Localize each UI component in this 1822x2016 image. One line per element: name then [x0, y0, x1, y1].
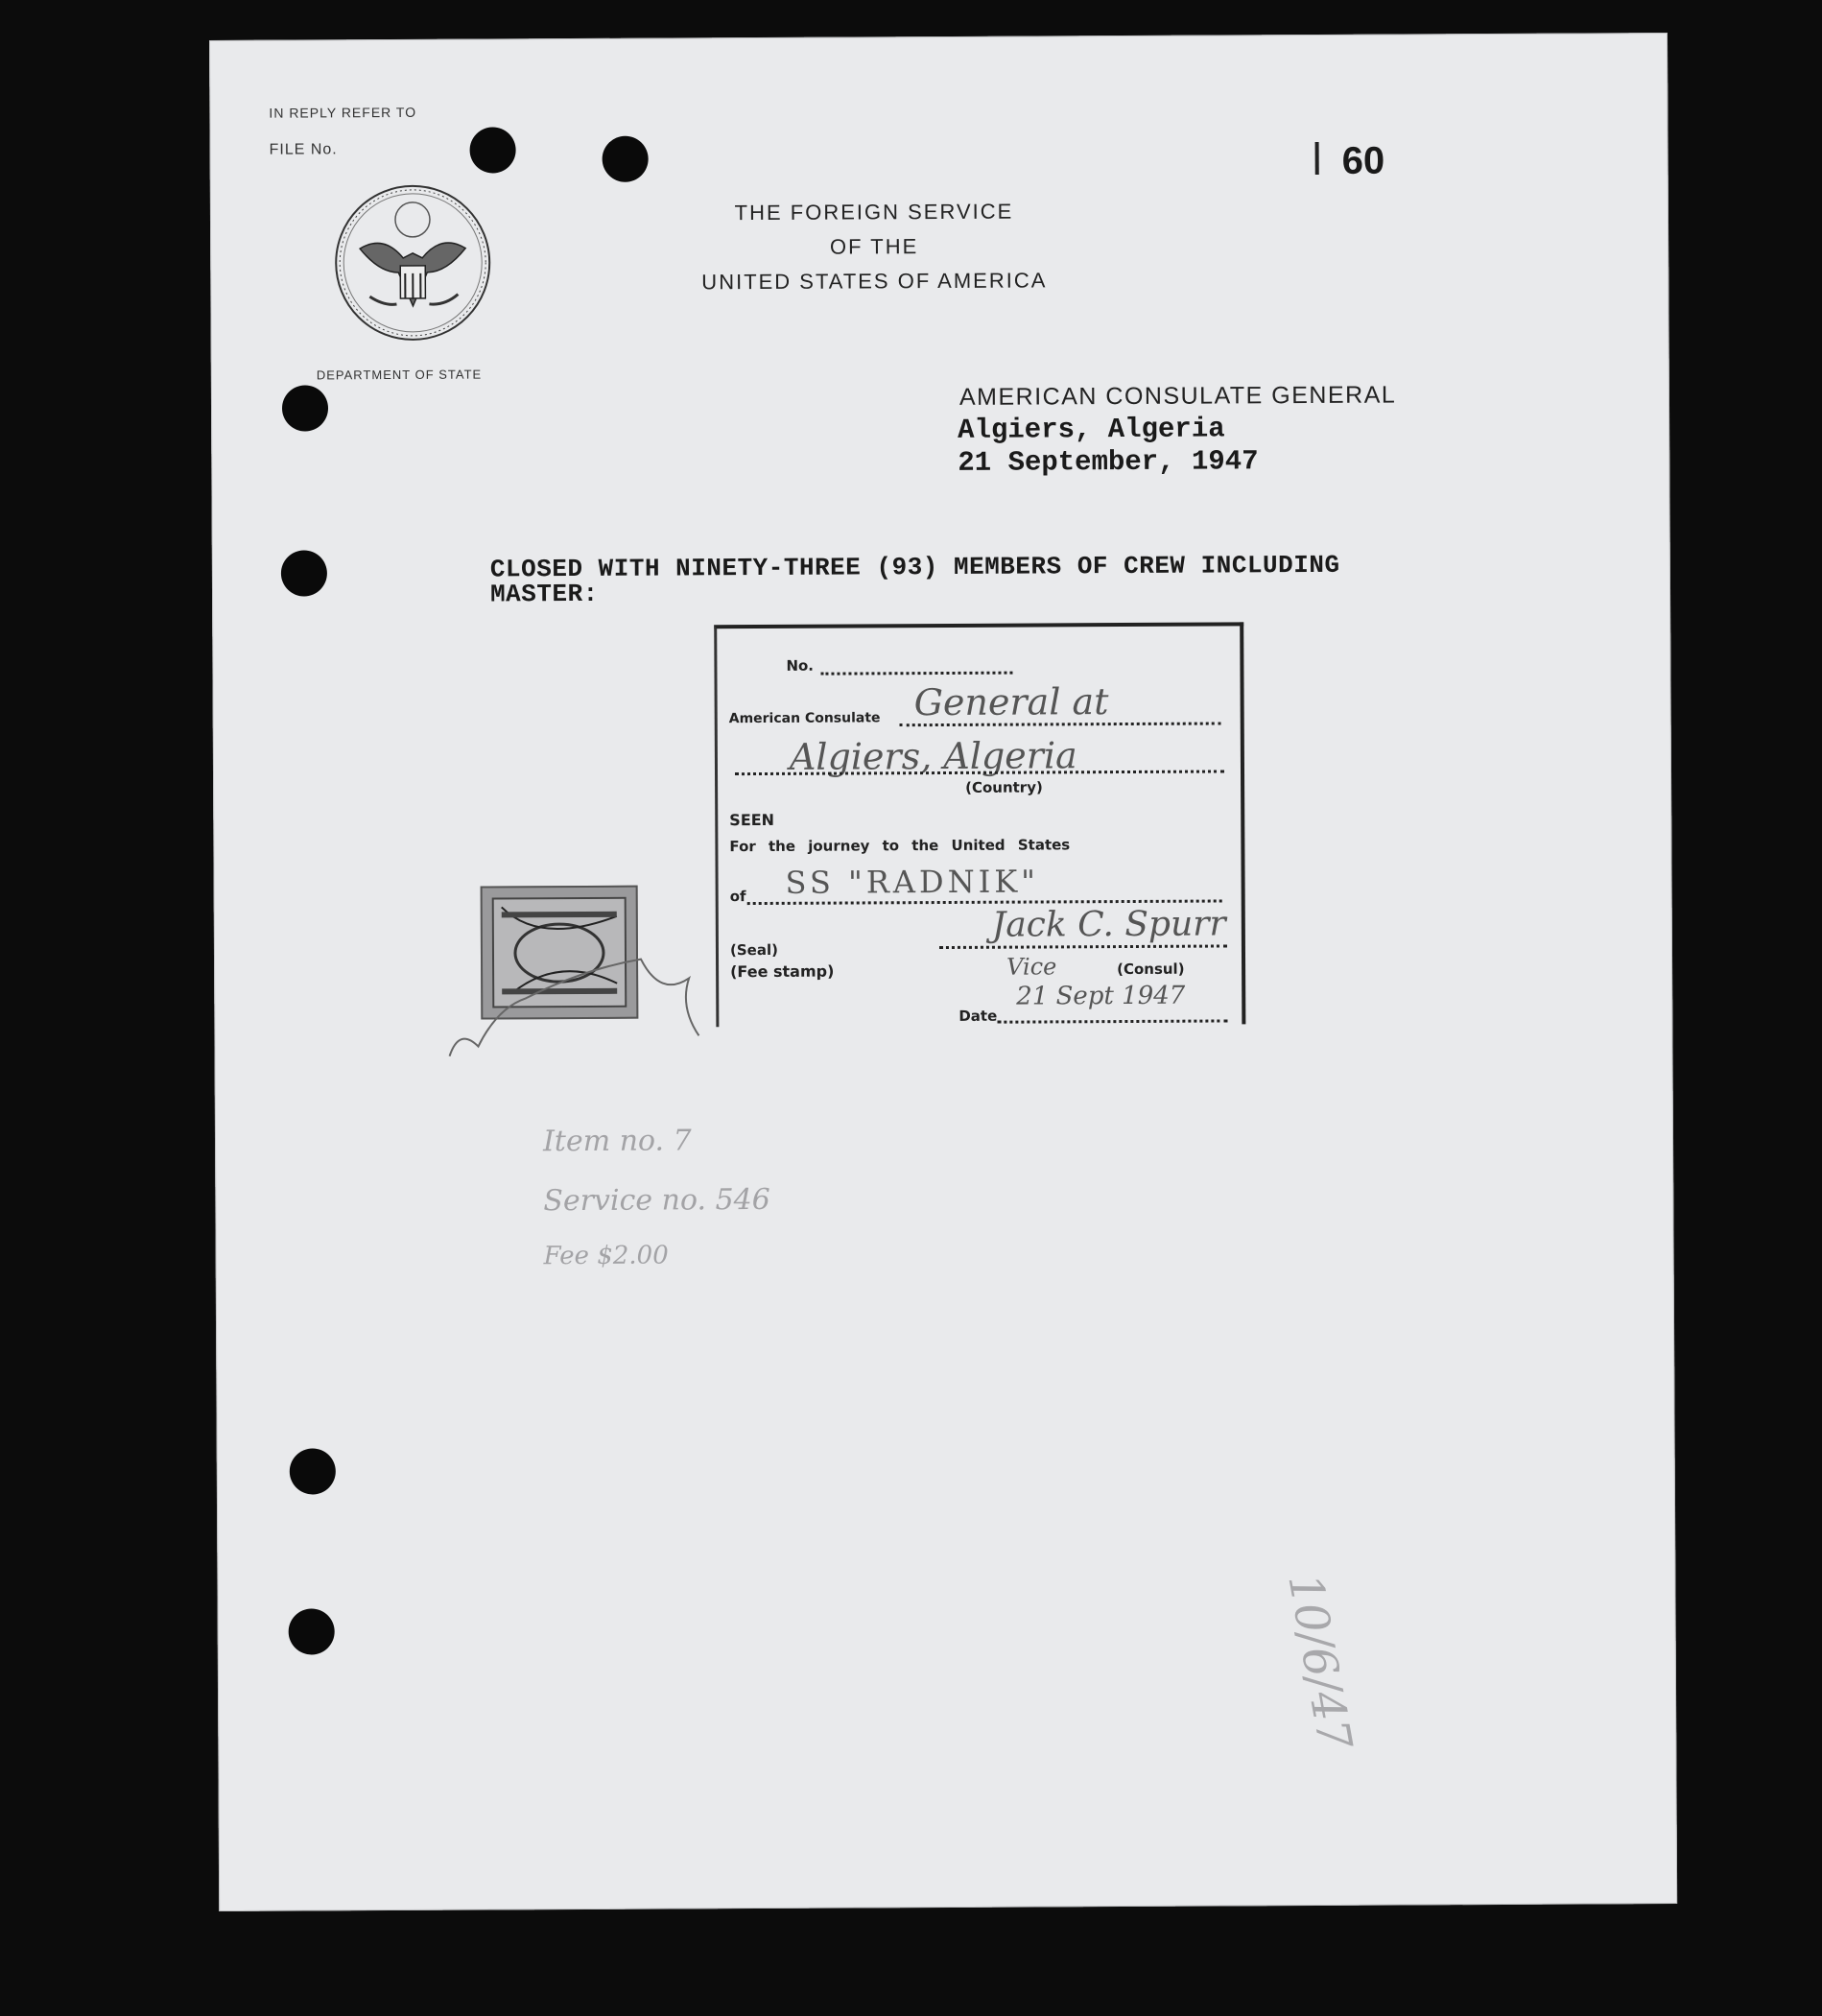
stamp-vessel-handwritten: SS "RADNIK" — [785, 863, 1039, 901]
consulate-name: AMERICAN CONSULATE GENERAL — [958, 381, 1397, 411]
stamp-no-label: No. — [786, 656, 815, 675]
punch-hole — [289, 1608, 335, 1654]
reply-refer-label: IN REPLY REFER TO — [269, 104, 417, 121]
stamp-title-handwritten: Vice — [1006, 953, 1057, 981]
punch-hole — [282, 385, 328, 431]
stamp-date-handwritten: 21 Sept 1947 — [1016, 981, 1186, 1011]
foreign-service-line: UNITED STATES OF AMERICA — [701, 268, 1048, 295]
stamp-consul-label: (Consul) — [1117, 960, 1185, 979]
stamp-journey-label: For the journey to the United States — [729, 836, 1071, 856]
punch-hole — [603, 136, 649, 182]
letter-date: 21 September, 1947 — [958, 445, 1259, 479]
stamp-dotted-line — [820, 672, 1012, 676]
pencil-note: Service no. 546 — [543, 1182, 770, 1219]
pencil-note: Fee $2.00 — [543, 1241, 669, 1271]
punch-hole — [290, 1448, 336, 1494]
consul-signature: Jack C. Spurr — [991, 904, 1226, 945]
page-number: 60 — [1341, 139, 1385, 182]
page-mark — [1315, 142, 1319, 175]
stamp-dotted-line — [900, 722, 1221, 726]
punch-hole — [469, 127, 515, 173]
stamp-country-label: (Country) — [965, 778, 1043, 796]
stamp-dotted-line — [939, 944, 1227, 949]
stamp-cancellation-scribble-icon — [439, 930, 728, 1066]
stamp-seal-label: (Seal) — [729, 940, 778, 960]
margin-pencil-date: 10/6/47 — [1277, 1569, 1362, 1754]
department-label: DEPARTMENT OF STATE — [316, 367, 483, 383]
stamp-of-label: of — [729, 888, 746, 906]
stamp-consulate-label: American Consulate — [728, 710, 881, 727]
stamp-place-handwritten: Algiers, Algeria — [789, 734, 1077, 778]
pencil-note: Item no. 7 — [542, 1124, 692, 1159]
foreign-service-line: OF THE — [829, 234, 919, 259]
stamp-date-label: Date — [958, 1007, 998, 1025]
statement-line: MASTER: — [489, 579, 599, 609]
stamp-fee-label: (Fee stamp) — [730, 961, 835, 982]
foreign-service-line: THE FOREIGN SERVICE — [734, 199, 1014, 225]
stamp-seen-label: SEEN — [729, 810, 775, 830]
punch-hole — [281, 550, 327, 596]
file-number-label: FILE No. — [269, 141, 338, 158]
department-seal-icon — [331, 180, 495, 344]
consular-stamp — [714, 622, 1245, 1027]
statement-line: CLOSED WITH NINETY-THREE (93) MEMBERS OF CREW INCLUDING — [489, 550, 1340, 584]
consulate-city: Algiers, Algeria — [958, 413, 1225, 446]
document-page — [209, 33, 1677, 1911]
stamp-dotted-line — [997, 1019, 1227, 1023]
stamp-consulate-handwritten: General at — [913, 680, 1109, 724]
